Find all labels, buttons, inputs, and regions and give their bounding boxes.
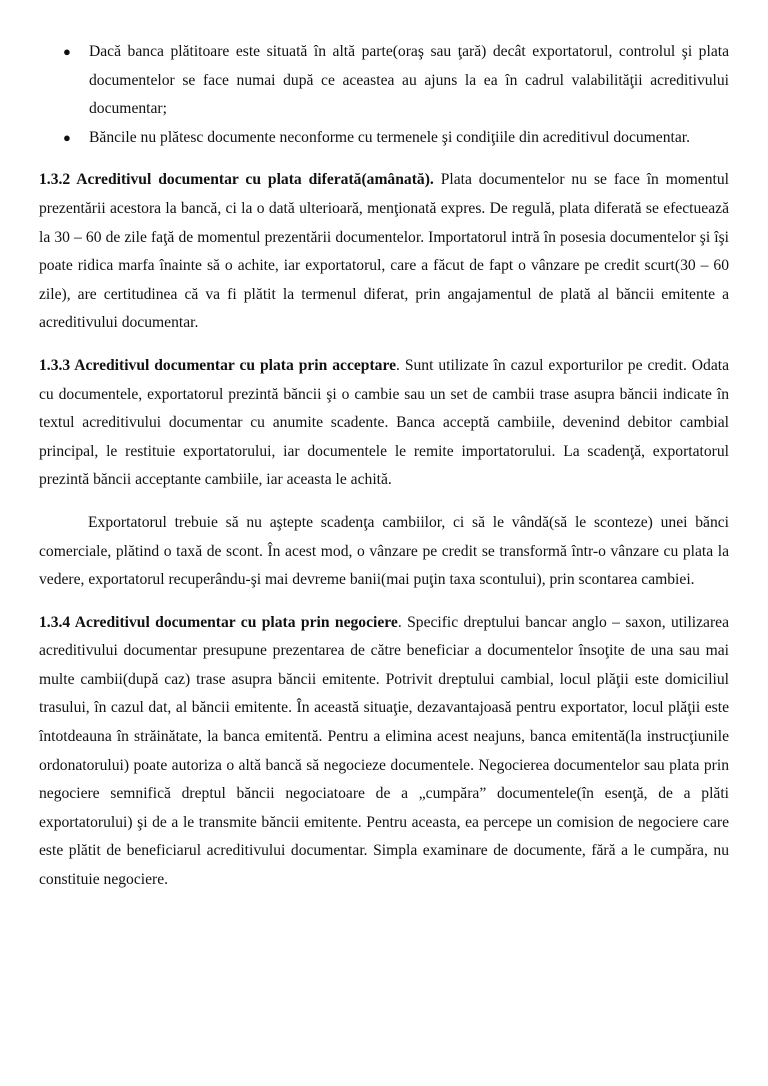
section-text: Plata documentelor nu se face în momentul prezentării acestora la bancă, ci la o dată ulterioară, menţionată expres. De regulă, plata diferată se efectuează la 30 – 60 de zile faţă de momentul prezentării documentelor. Importatorul intră în posesia documentelor şi îşi poate ridica marfa înainte să o achite, iar exportatorul, care a făcut de fapt o vânzare pe credit scurt(30 – 60 zile), are certitudinea că va fi plătit la termenul diferat, prin angajamentul de plată al băncii emitente a acreditivului documentar. (39, 171, 729, 332)
bullet-item (39, 124, 729, 153)
bullet-item (39, 38, 729, 124)
section-1-3-3 (39, 352, 729, 495)
section-heading: 1.3.2 Acreditivul documentar cu plata diferată(amânată). (39, 171, 434, 189)
section-1-3-4 (39, 609, 729, 895)
bullet-dot-icon: ● (63, 44, 71, 59)
paragraph-scontare (39, 509, 729, 595)
section-heading: 1.3.3 Acreditivul documentar cu plata prin acceptare (39, 356, 397, 374)
document-page (39, 38, 729, 895)
bullet-text: Băncile nu plătesc documente neconforme cu termenele şi condiţiile din acreditivul documentar. (89, 128, 691, 146)
section-text: . Sunt utilizate în cazul exporturilor pe credit. Odata cu documentele, exportatorul prezintă băncii şi o cambie sau un set de cambii trase asupra băncii indicate în textul acreditivului documentar cu anumite scadente. Banca acceptă cambiile, devenind debitor cambial principal, le restituie exportatorului, iar documentele le remite importatorului. La scadenţă, exportatorul prezintă băncii acceptante cambiile, iar aceasta le achită. (39, 356, 729, 489)
section-1-3-2 (39, 166, 729, 338)
bullet-dot-icon: ● (63, 129, 71, 145)
paragraph-text: Exportatorul trebuie să nu aştepte scadenţa cambiilor, ci să le vândă(să le sconteze) unei bănci comerciale, plătind o taxă de scont. În acest mod, o vânzare pe credit se transformă într-o vânzare cu plata la vedere, exportatorul recuperându-şi mai devreme banii(mai puţin taxa scontului), prin scontarea cambiei. (39, 513, 729, 589)
bullet-text: Dacă banca plătitoare este situată în altă parte(oraş sau ţară) decât exportatorul, controlul şi plata documentelor se face numai după ce aceastea au ajuns la ea în cadrul valabilităţii acreditivului documentar; (89, 43, 729, 118)
section-heading: 1.3.4 Acreditivul documentar cu plata prin negociere (39, 613, 398, 631)
section-text: . Specific dreptului bancar anglo – saxon, utilizarea acreditivului documentar presupune prezentarea de către beneficiar a documentelor însoţite de una sau mai multe cambii(după caz) trase asupra băncii emitente. Potrivit dreptului cambial, locul plăţii este domiciliul trasului, în cazul dat, al băncii emitente. În această situaţie, dezavantajoasă pentru exportator, locul plăţii este întotdeauna în străinătate, la banca emitentă. Pentru a elimina acest neajuns, banca emitentă(la instrucţiunile ordonatorului) poate autoriza o altă bancă să negocieze documentele. Negocierea documentelor sau plata prin negociere semnifică dreptul băncii negociatoare de a „cumpăra” documentele(în esenţă, de a plăti exportatorului) şi de a le transmite băncii emitente. Pentru aceasta, ea percepe un comision de negociere care este plătit de beneficiarul acreditivului documentar. Simpla examinare de documente, fără a le cumpăra, nu constituie negociere. (39, 613, 729, 889)
bullet-list (39, 38, 729, 152)
